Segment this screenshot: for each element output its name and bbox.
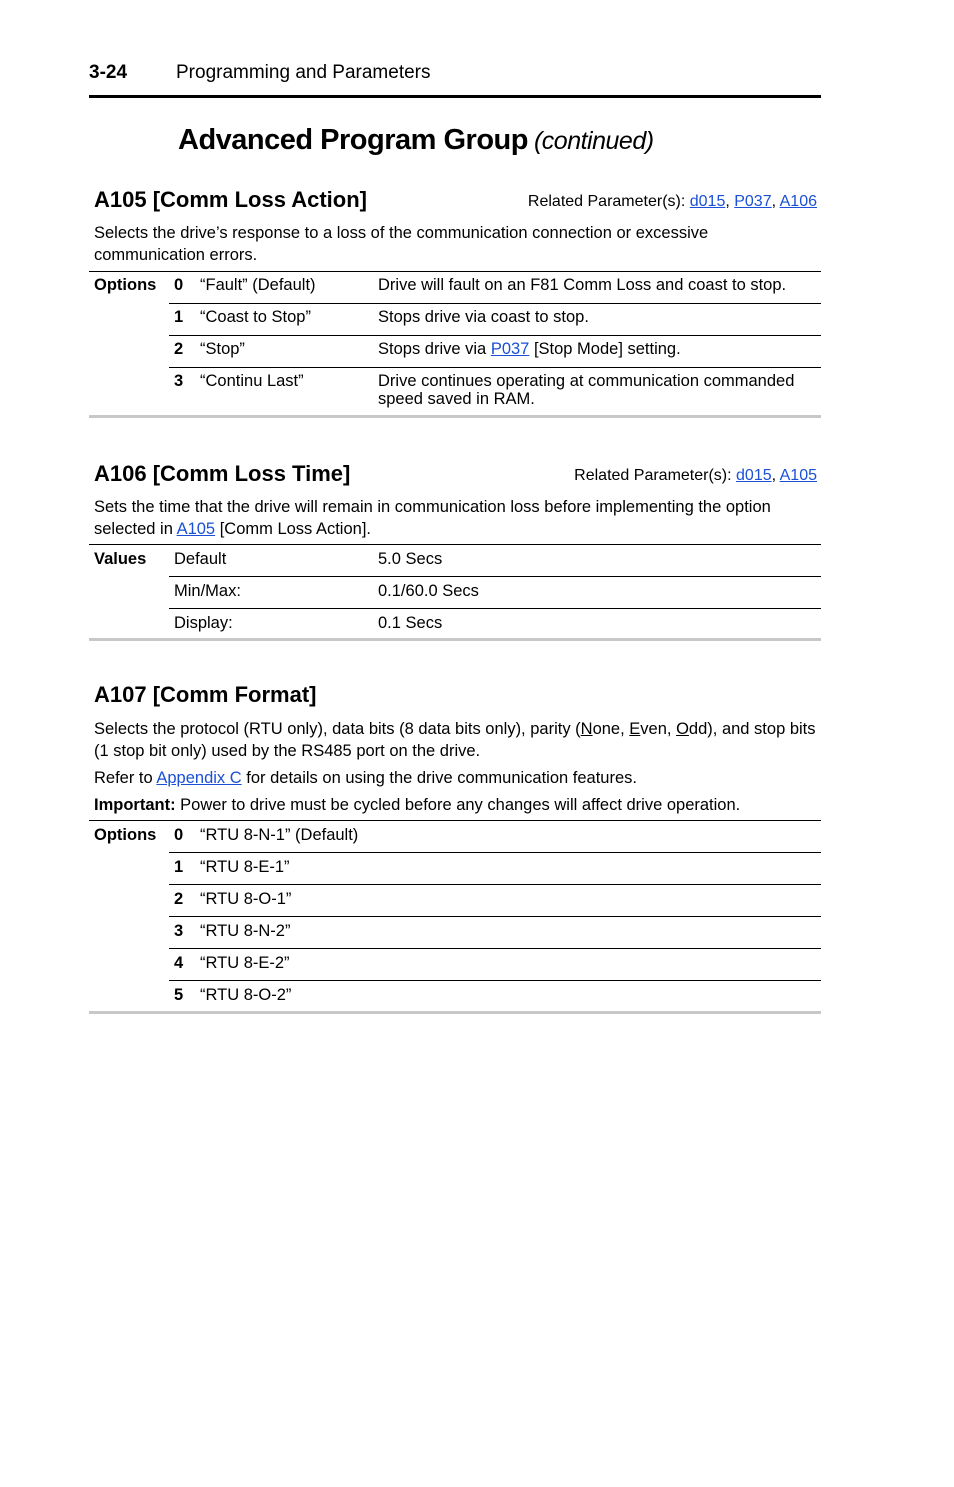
a107-table-top-rule [89, 820, 821, 821]
desc-text: one, [592, 720, 630, 738]
a105-title: A105 [Comm Loss Action] [94, 187, 368, 212]
a106-table-top-rule [89, 544, 821, 545]
a106-value-val: 5.0 Secs [378, 550, 443, 568]
desc-text: Selects the protocol (RTU only), data bits (8 data bits only), parity ( [94, 720, 581, 738]
page-title-continued: (continued) [533, 127, 654, 155]
a107-opt-num: 2 [174, 890, 184, 908]
link-a105[interactable]: A105 [176, 520, 216, 538]
a107-options-label: Options [94, 826, 157, 844]
row-rule [169, 576, 821, 577]
a107-refer [94, 767, 819, 789]
row-rule [169, 303, 821, 304]
desc-text: dd), and stop bits (1 stop bit only) used by the RS485 port on the drive. [94, 720, 816, 760]
a105-opt-desc: Stops drive via coast to stop. [378, 308, 589, 326]
related-label: Related Parameter(s): [574, 467, 732, 484]
a105-opt-name: “Fault” (Default) [200, 276, 316, 294]
a107-opt-num: 4 [174, 954, 184, 972]
desc-text: [Stop Mode] setting. [529, 340, 681, 358]
important-label: Important: [94, 796, 176, 814]
page-title-main: Advanced Program Group [178, 124, 528, 156]
a105-opt-name: “Coast to Stop” [200, 308, 311, 326]
a107-opt-name: “RTU 8-N-2” [200, 922, 291, 940]
a107-table-bottom-rule [89, 1011, 821, 1014]
header-rule [89, 95, 821, 98]
a106-values-label: Values [94, 550, 147, 568]
important-text: Power to drive must be cycled before any changes will affect drive operation. [175, 796, 741, 814]
a107-opt-name: “RTU 8-O-2” [200, 986, 292, 1004]
page-number: 3-24 [89, 62, 128, 83]
a106-value-key: Min/Max: [174, 582, 241, 600]
a106-value-val: 0.1 Secs [378, 614, 443, 632]
a105-related: Related Parameter(s): d015, P037, A106 [527, 193, 817, 210]
a107-opt-name: “RTU 8-E-1” [200, 858, 290, 876]
a107-description [94, 718, 819, 762]
row-rule [169, 916, 821, 917]
related-label: Related Parameter(s): [527, 193, 686, 210]
a105-description: Selects the drive’s response to a loss of the communication connection or excessive communication errors. [94, 224, 709, 264]
row-rule [169, 852, 821, 853]
a105-opt-desc: Drive continues operating at communication commanded speed saved in RAM. [378, 372, 795, 408]
link-d015[interactable]: d015 [689, 193, 726, 210]
a107-opt-name: “RTU 8-O-1” [200, 890, 292, 908]
a105-options-label: Options [94, 276, 157, 294]
a105-table-bottom-rule [89, 415, 821, 418]
a106-title: A106 [Comm Loss Time] [94, 461, 351, 486]
desc-text: Refer to [94, 769, 157, 787]
a105-opt-name: “Continu Last” [200, 372, 304, 390]
desc-text: [Comm Loss Action]. [215, 520, 371, 538]
a106-value-val: 0.1/60.0 Secs [378, 582, 479, 600]
a105-opt-num: 1 [174, 308, 184, 326]
row-rule [169, 367, 821, 368]
link-p037[interactable]: P037 [734, 193, 772, 210]
row-rule [169, 335, 821, 336]
page-title [178, 124, 654, 157]
a106-value-key: Default [174, 550, 227, 568]
a105-table-top-rule [89, 271, 821, 272]
a107-opt-num: 5 [174, 986, 184, 1004]
a105-opt-num: 0 [174, 276, 184, 294]
parity-n: N [580, 720, 593, 738]
a107-opt-name: “RTU 8-N-1” (Default) [200, 826, 359, 844]
a107-opt-name: “RTU 8-E-2” [200, 954, 290, 972]
desc-text: Sets the time that the drive will remain in communication loss before implementing the option selected in [94, 498, 771, 538]
a107-opt-num: 3 [174, 922, 184, 940]
a105-opt-desc: Drive will fault on an F81 Comm Loss and coast to stop. [378, 276, 787, 294]
a105-opt-name: “Stop” [200, 340, 245, 358]
row-rule [169, 884, 821, 885]
a106-value-key: Display: [174, 614, 233, 632]
parity-e: E [629, 720, 641, 738]
a107-opt-num: 0 [174, 826, 184, 844]
a106-table-bottom-rule [89, 638, 821, 641]
link-a105[interactable]: A105 [779, 467, 817, 484]
link-appendix-c[interactable]: Appendix C [156, 769, 242, 787]
desc-text: Stops drive via [378, 340, 491, 358]
link-d015[interactable]: d015 [736, 467, 772, 484]
a107-opt-num: 1 [174, 858, 184, 876]
row-rule [169, 948, 821, 949]
a107-important [94, 794, 819, 816]
desc-text: for details on using the drive communication features. [241, 769, 637, 787]
row-rule [169, 980, 821, 981]
row-rule [169, 608, 821, 609]
parity-o: O [676, 720, 689, 738]
a106-related: Related Parameter(s): d015, A105 [574, 467, 817, 484]
link-a106[interactable]: A106 [779, 193, 817, 210]
a105-opt-num: 2 [174, 340, 184, 358]
a105-opt-desc [378, 340, 818, 358]
a107-title: A107 [Comm Format] [94, 682, 317, 707]
a106-description [94, 496, 819, 540]
section-title: Programming and Parameters [176, 62, 431, 83]
a105-opt-num: 3 [174, 372, 184, 390]
desc-text: ven, [640, 720, 677, 738]
link-p037[interactable]: P037 [490, 340, 530, 358]
